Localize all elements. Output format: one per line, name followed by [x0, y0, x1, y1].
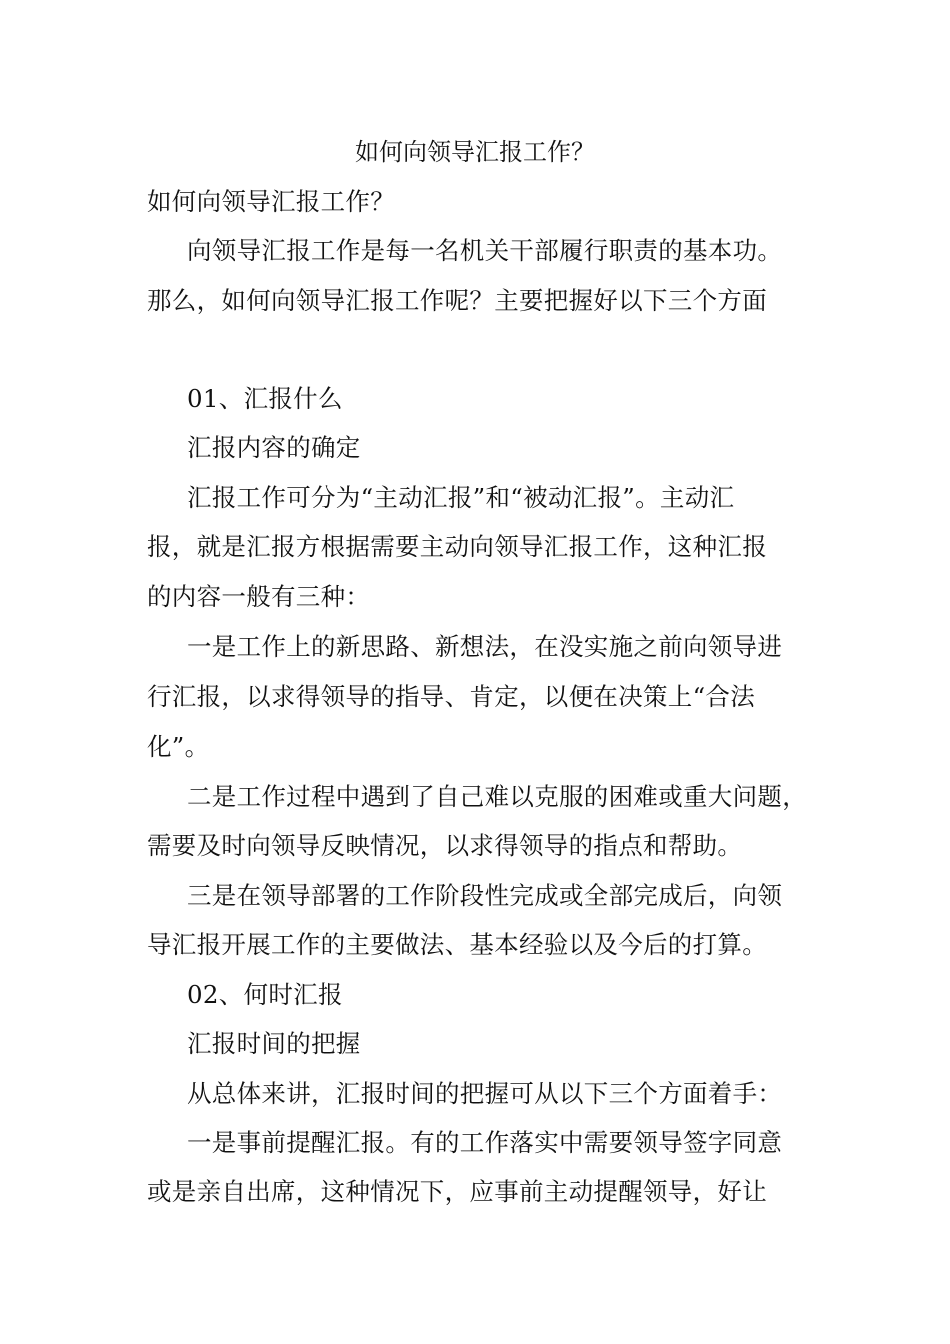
- paragraph-line: 需要及时向领导反映情况，以求得领导的指点和帮助。: [147, 831, 743, 860]
- paragraph-line: 汇报工作可分为“主动汇报”和“被动汇报”。主动汇: [187, 483, 735, 512]
- paragraph-line: 行汇报，以求得领导的指导、肯定，以便在决策上“合法: [147, 682, 756, 711]
- section-heading-1: 01、汇报什么: [187, 384, 343, 413]
- subtitle-line: 如何向领导汇报工作？: [147, 187, 395, 216]
- paragraph-line: 导汇报开展工作的主要做法、基本经验以及今后的打算。: [147, 930, 767, 959]
- paragraph-line: 一是工作上的新思路、新想法，在没实施之前向领导进: [187, 632, 783, 661]
- paragraph-line: 的内容一般有三种：: [147, 582, 371, 611]
- section-subheading: 汇报时间的把握: [187, 1029, 361, 1058]
- paragraph-line: 那么，如何向领导汇报工作呢？主要把握好以下三个方面: [147, 286, 767, 315]
- paragraph-line: 三是在领导部署的工作阶段性完成或全部完成后，向领: [187, 881, 783, 910]
- paragraph-line: 报，就是汇报方根据需要主动向领导汇报工作，这种汇报: [147, 532, 767, 561]
- paragraph-line: 一是事前提醒汇报。有的工作落实中需要领导签字同意: [187, 1128, 783, 1157]
- paragraph-line: 从总体来讲，汇报时间的把握可从以下三个方面着手：: [187, 1079, 783, 1108]
- section-heading-2: 02、何时汇报: [187, 980, 343, 1009]
- paragraph-line: 化”。: [147, 732, 210, 761]
- paragraph-line: 二是工作过程中遇到了自己难以克服的困难或重大问题，: [187, 782, 807, 811]
- section-subheading: 汇报内容的确定: [187, 433, 361, 462]
- paragraph-line: 向领导汇报工作是每一名机关干部履行职责的基本功。: [187, 236, 783, 265]
- document-title: 如何向领导汇报工作？: [355, 138, 595, 166]
- paragraph-line: 或是亲自出席，这种情况下，应事前主动提醒领导，好让: [147, 1177, 767, 1206]
